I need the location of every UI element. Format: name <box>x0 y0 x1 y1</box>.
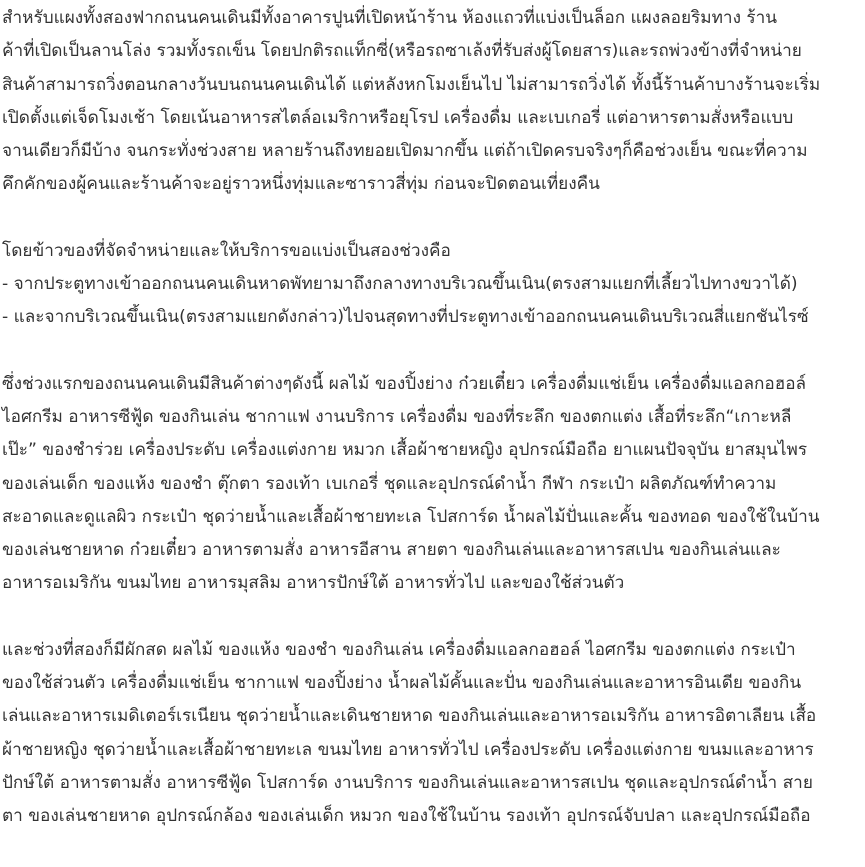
paragraph-first-section-goods <box>2 368 863 601</box>
text-line: ตา ของเล่นชายหาด อุปกรณ์กล้อง ของเล่นเด็ก หมวก ของใช้ในบ้าน รองเท้า อุปกรณ์จับปลา และอุปกรณ์มือถือ <box>2 806 811 827</box>
text-line: ของใช้ส่วนตัว เครื่องดื่มแช่เย็น ชากาแฟ ของปิ้งย่าง น้ำผลไม้คั้นและปั่น ของกินเล่นและอาหารอินเดีย ของกิน <box>2 673 802 694</box>
paragraph-second-section-goods <box>2 634 863 834</box>
text-line: อาหารอเมริกัน ขนมไทย อาหารมุสลิม อาหารปักษ์ใต้ อาหารทั่วไป และของใช้ส่วนตัว <box>2 573 625 594</box>
paragraph-stalls-and-hours <box>2 2 863 202</box>
text-line: ปักษ์ใต้ อาหารตามสั่ง อาหารซีฟู้ด โปสการ์ด งานบริการ ของกินเล่นและอาหารสเปน ชุดและอุปกรณ์ดำน้ำ สาย <box>2 772 813 793</box>
text-line: สินค้าสามารถวิ่งตอนกลางวันบนถนนคนเดินได้ แต่หลังหกโมงเย็นไป ไม่สามารถวิ่งได้ ทั้งนี้ร้านค้าบางร้านจะเริ่ม <box>2 74 821 95</box>
article-body <box>2 2 863 867</box>
text-line: ไอศกรีม อาหารซีฟู้ด ของกินเล่น ชากาแฟ งานบริการ เครื่องดื่ม ของที่ระลึก ของตกแต่ง เสื้อที่ระลึก“เกาะหลี <box>2 406 792 427</box>
text-line: เล่นและอาหารเมดิเตอร์เรเนียน ชุดว่ายน้ำและเดินชายหาด ของกินเล่นและอาหารอเมริกัน อาหารอิตาเลียน เสื้อ <box>2 706 817 727</box>
text-line: เป๊ะ” ของชำร่วย เครื่องประดับ เครื่องแต่งกาย หมวก เสื้อผ้าชายหญิง อุปกรณ์มือถือ ยาแผนปัจจุบัน ยาสมุนไพร <box>2 440 808 461</box>
list-item: - จากประตูทางเข้าออกถนนคนเดินหาดพัทยามาถึงกลางทางบริเวณขึ้นเนิน(ตรงสามแยกที่เลี้ยวไปทางขวาได้) <box>2 274 798 295</box>
text-line: เปิดตั้งแต่เจ็ดโมงเช้า โดยเน้นอาหารสไตล์อเมริกาหรือยุโรป เครื่องดื่ม และเบเกอรี่ แต่อาหารตามสั่งหรือแบบ <box>2 107 794 128</box>
text-line: สำหรับแผงทั้งสองฟากถนนคนเดินมีทั้งอาคารปูนที่เปิดหน้าร้าน ห้องแถวที่แบ่งเป็นล็อก แผงลอยริมทาง ร้าน <box>2 8 778 28</box>
text-line: ผ้าชายหญิง ชุดว่ายน้ำและเสื้อผ้าชายทะเล ขนมไทย อาหารทั่วไป เครื่องประดับ เครื่องแต่งกาย ขนมและอาหาร <box>2 739 814 760</box>
text-line: ของเล่นชายหาด ก๋วยเตี๋ยว อาหารตามสั่ง อาหารอีสาน สายตา ของกินเล่นและอาหารสเปน ของกินเล่นและ <box>2 540 781 561</box>
text-line: และช่วงที่สองก็มีผักสด ผลไม้ ของแห้ง ของชำ ของกินเล่น เครื่องดื่มแอลกอฮอล์ ไอศกรีม ของตกแต่ง กระเป๋า <box>2 639 796 660</box>
text-line: ของเล่นเด็ก ของแห้ง ของชำ ตุ๊กตา รองเท้า เบเกอรี่ ชุดและอุปกรณ์ดำน้ำ กีฬา กระเป๋า ผลิตภัณฑ์ทำความ <box>2 473 777 494</box>
text-line: ซึ่งช่วงแรกของถนนคนเดินมีสินค้าต่างๆดังนี้ ผลไม้ ของปิ้งย่าง ก๋วยเตี๋ยว เครื่องดื่มแช่เย็น เครื่องดื่มแอลกอฮอล์ <box>2 373 807 394</box>
text-line: คึกคักของผู้คนและร้านค้าจะอยู่ราวหนึ่งทุ่มและซาราวสี่ทุ่ม ก่อนจะปิดตอนเที่ยงคืน <box>2 174 600 195</box>
text-line: สะอาดและดูแลผิว กระเป๋า ชุดว่ายน้ำและเสื้อผ้าชายทะเล โปสการ์ด น้ำผลไม้ปั่นและคั้น ของทอด ของใช้ในบ้าน <box>2 506 820 527</box>
text-line: จานเดียวก็มีบ้าง จนกระทั่งช่วงสาย หลายร้านถึงทยอยเปิดมากขึ้น แต่ถ้าเปิดครบจริงๆก็คือช่วงเย็น ขณะที่ความ <box>2 141 808 162</box>
text-line: โดยข้าวของที่จัดจำหน่ายและให้บริการขอแบ่งเป็นสองช่วงคือ <box>2 240 451 261</box>
paragraph-sections-list <box>2 235 863 335</box>
text-line: ค้าที่เปิดเป็นลานโล่ง รวมทั้งรถเข็น โดยปกติรถแท็กซี่(หรือรถซาเล้งที่รับส่งผู้โดยสาร)และรถพ่วงข้างที่จำหน่าย <box>2 41 802 62</box>
list-item: - และจากบริเวณขึ้นเนิน(ตรงสามแยกดังกล่าว)ไปจนสุดทางที่ประตูทางเข้าออกถนนคนเดินบริเวณสี่แยกชันไรซ์ <box>2 307 809 328</box>
